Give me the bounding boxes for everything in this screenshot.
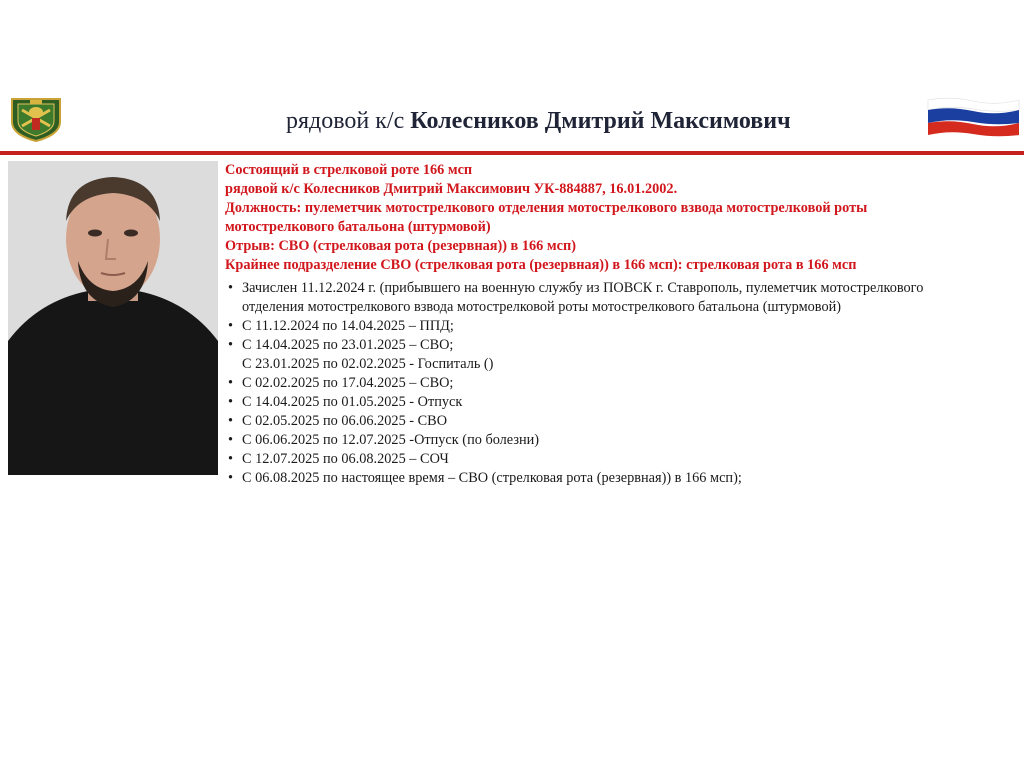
position-line-2: мотострелкового батальона (штурмовой)	[225, 219, 491, 235]
list-item: • С 06.06.2025 по 12.07.2025 -Отпуск (по болезни)	[225, 431, 1020, 450]
detachment-line: Отрыв: СВО (стрелковая рота (резервная)) в 166 мсп)	[225, 238, 576, 254]
service-info	[225, 161, 1020, 488]
list-item: • С 02.05.2025 по 06.06.2025 - СВО	[225, 412, 1020, 431]
list-item: • С 14.04.2025 по 01.05.2025 - Отпуск	[225, 393, 1020, 412]
last-unit-line: Крайнее подразделение СВО (стрелковая рота (резервная)) в 166 мсп): стрелковая рота в 166 мсп	[225, 257, 857, 273]
soldier-portrait	[8, 161, 218, 475]
list-item: • С 12.07.2025 по 06.08.2025 – СОЧ	[225, 450, 1020, 469]
title-rank: рядовой к/с	[286, 108, 405, 134]
service-events-list	[225, 279, 1020, 488]
position-line-1: Должность: пулеметчик мотострелкового отделения мотострелкового взвода мотострелковой роты	[225, 200, 868, 216]
military-emblem-icon	[8, 96, 64, 142]
russian-flag-icon	[926, 97, 1021, 137]
unit-line: Состоящий в стрелковой роте 166 мсп	[225, 162, 473, 178]
list-item-continuation: С 23.01.2025 по 02.02.2025 - Госпиталь ()	[242, 356, 494, 372]
list-item: • Зачислен 11.12.2024 г. (прибывшего на военную службу из ПОВСК г. Ставрополь, пулеметчик мотострелкового	[225, 279, 1020, 298]
header-divider	[0, 151, 1024, 155]
list-item-continuation: отделения мотострелкового взвода мотострелковой роты мотострелкового батальона (штурмовой)	[242, 299, 842, 315]
page-title	[286, 106, 886, 136]
title-name: Колесников Дмитрий Максимович	[410, 108, 791, 134]
identity-line: рядовой к/с Колесников Дмитрий Максимович УК-884887, 16.01.2002.	[225, 181, 678, 197]
list-item: • С 06.08.2025 по настоящее время – СВО (стрелковая рота (резервная)) в 166 мсп);	[225, 469, 1020, 488]
list-item: • С 11.12.2024 по 14.04.2025 – ППД;	[225, 317, 1020, 336]
list-item: • С 14.04.2025 по 23.01.2025 – СВО;	[225, 336, 1020, 355]
list-item: • С 02.02.2025 по 17.04.2025 – СВО;	[225, 374, 1020, 393]
